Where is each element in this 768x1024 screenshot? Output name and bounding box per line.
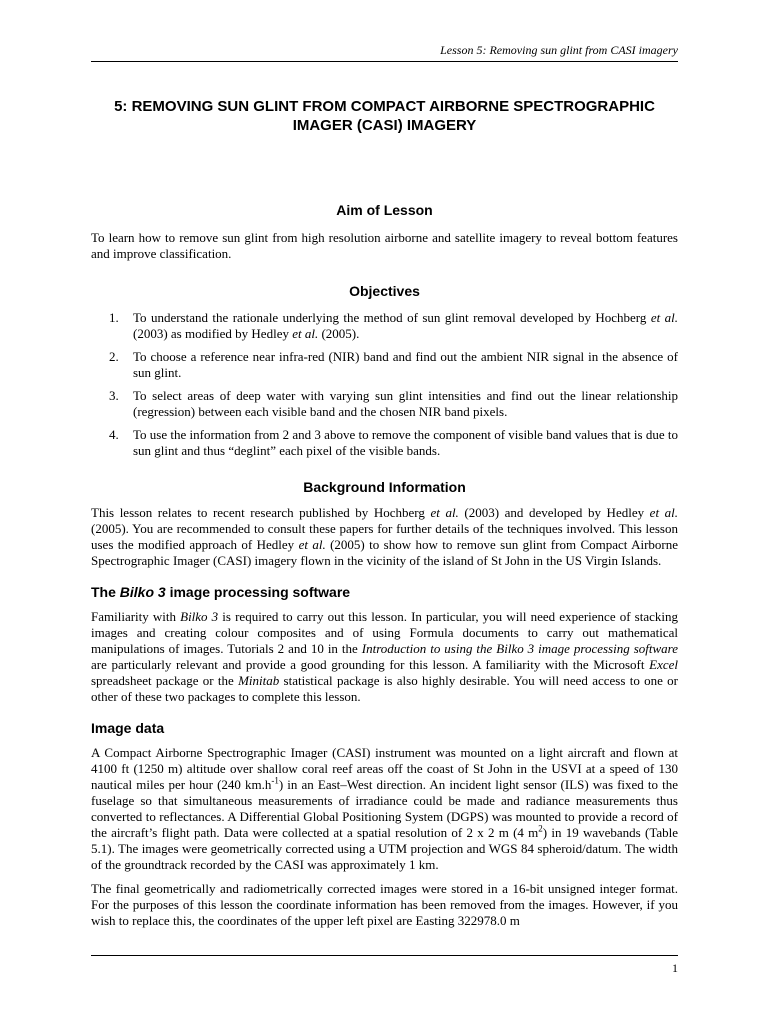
image-data-heading: Image data <box>91 720 165 736</box>
title-line-1: 5: REMOVING SUN GLINT FROM COMPACT AIRBORNE SPECTROGRAPHIC <box>114 98 655 115</box>
title-line-2: IMAGER (CASI) IMAGERY <box>292 117 477 134</box>
page-footer <box>91 955 678 975</box>
aim-heading: Aim of Lesson <box>336 202 433 218</box>
objective-item: 4. To use the information from 2 and 3 above to remove the component of visible band values that is due to sun glint and thus “deglint” each pixel of the visible bands. <box>109 427 678 458</box>
aim-text: To learn how to remove sun glint from high resolution airborne and satellite imagery to reveal bottom features and improve classification. <box>91 230 678 261</box>
bilko-text: Familiarity with Bilko 3 is required to carry out this lesson. In particular, you will need experience of stacking images and creating colour composites and of using Formula documents to carry out mathematical manipulations of images. Tutorials 2 and 10 in the Introduction to using the Bilko 3 image processing software are particularly relevant and provide a good grounding for this lesson. A familiarity with the Microsoft Excel spreadsheet package or the Minitab statistical package is also highly desirable. You will need access to one or other of these two packages to complete this lesson. <box>91 609 678 704</box>
objectives-list <box>91 310 678 459</box>
document-title <box>91 97 678 135</box>
running-head: Lesson 5: Removing sun glint from CASI imagery <box>440 43 678 57</box>
objective-item: 2. To choose a reference near infra-red (NIR) band and find out the ambient NIR signal in the absence of sun glint. <box>109 349 678 380</box>
objective-item: 3. To select areas of deep water with varying sun glint intensities and find out the linear relationship (regression) between each visible band and the chosen NIR band pixels. <box>109 388 678 419</box>
page-number: 1 <box>672 961 678 975</box>
image-data-text-1: A Compact Airborne Spectrographic Imager (CASI) instrument was mounted on a light aircraft and flown at 4100 ft (1250 m) altitude over shallow coral reef areas off the coast of St John in the USVI at a speed of 130 nautical miles per hour (240 $km.h^{-1}$) in an East–West direction. An incident light sensor (ILS) was fixed to the fuselage so that simultaneous measurements of irradiance could be made and radiance measurements thus converted to reflectances. A Differential Global Positioning System (DGPS) was mounted to provide a record of the aircraft’s flight path. Data were collected at a spatial resolution of 2 x 2 m (4 $m^2$) in 19 wavebands (Table 5.1). The images were geometrically corrected using a UTM projection and WGS 84 spheroid/datum. The width of the groundtrack recorded by the CASI was approximately 1 km. <box>91 745 679 872</box>
objectives-heading: Objectives <box>349 283 420 299</box>
background-heading: Background Information <box>303 479 466 495</box>
page-header <box>91 39 678 62</box>
background-text: This lesson relates to recent research published by Hochberg et al. (2003) and developed by Hedley et al. (2005). You are recommended to consult these papers for further details of the techniques involved. This lesson uses the modified approach of Hedley et al. (2005) to show how to remove sun glint from Compact Airborne Spectrographic Imager (CASI) imagery flown in the vicinity of the island of St John in the US Virgin Islands. <box>91 505 678 568</box>
bilko-heading: The Bilko 3 image processing software <box>91 584 351 600</box>
document-body <box>91 97 678 929</box>
image-data-text-2: The final geometrically and radiometrically corrected images were stored in a 16-bit unsigned integer format. For the purposes of this lesson the coordinate information has been removed from the images. However, if you wish to replace this, the coordinates of the upper left pixel are Easting 322978.0 m <box>91 881 678 928</box>
objective-item: 1. To understand the rationale underlying the method of sun glint removal developed by Hochberg et al. (2003) as modified by Hedley et al. (2005). <box>109 310 678 341</box>
